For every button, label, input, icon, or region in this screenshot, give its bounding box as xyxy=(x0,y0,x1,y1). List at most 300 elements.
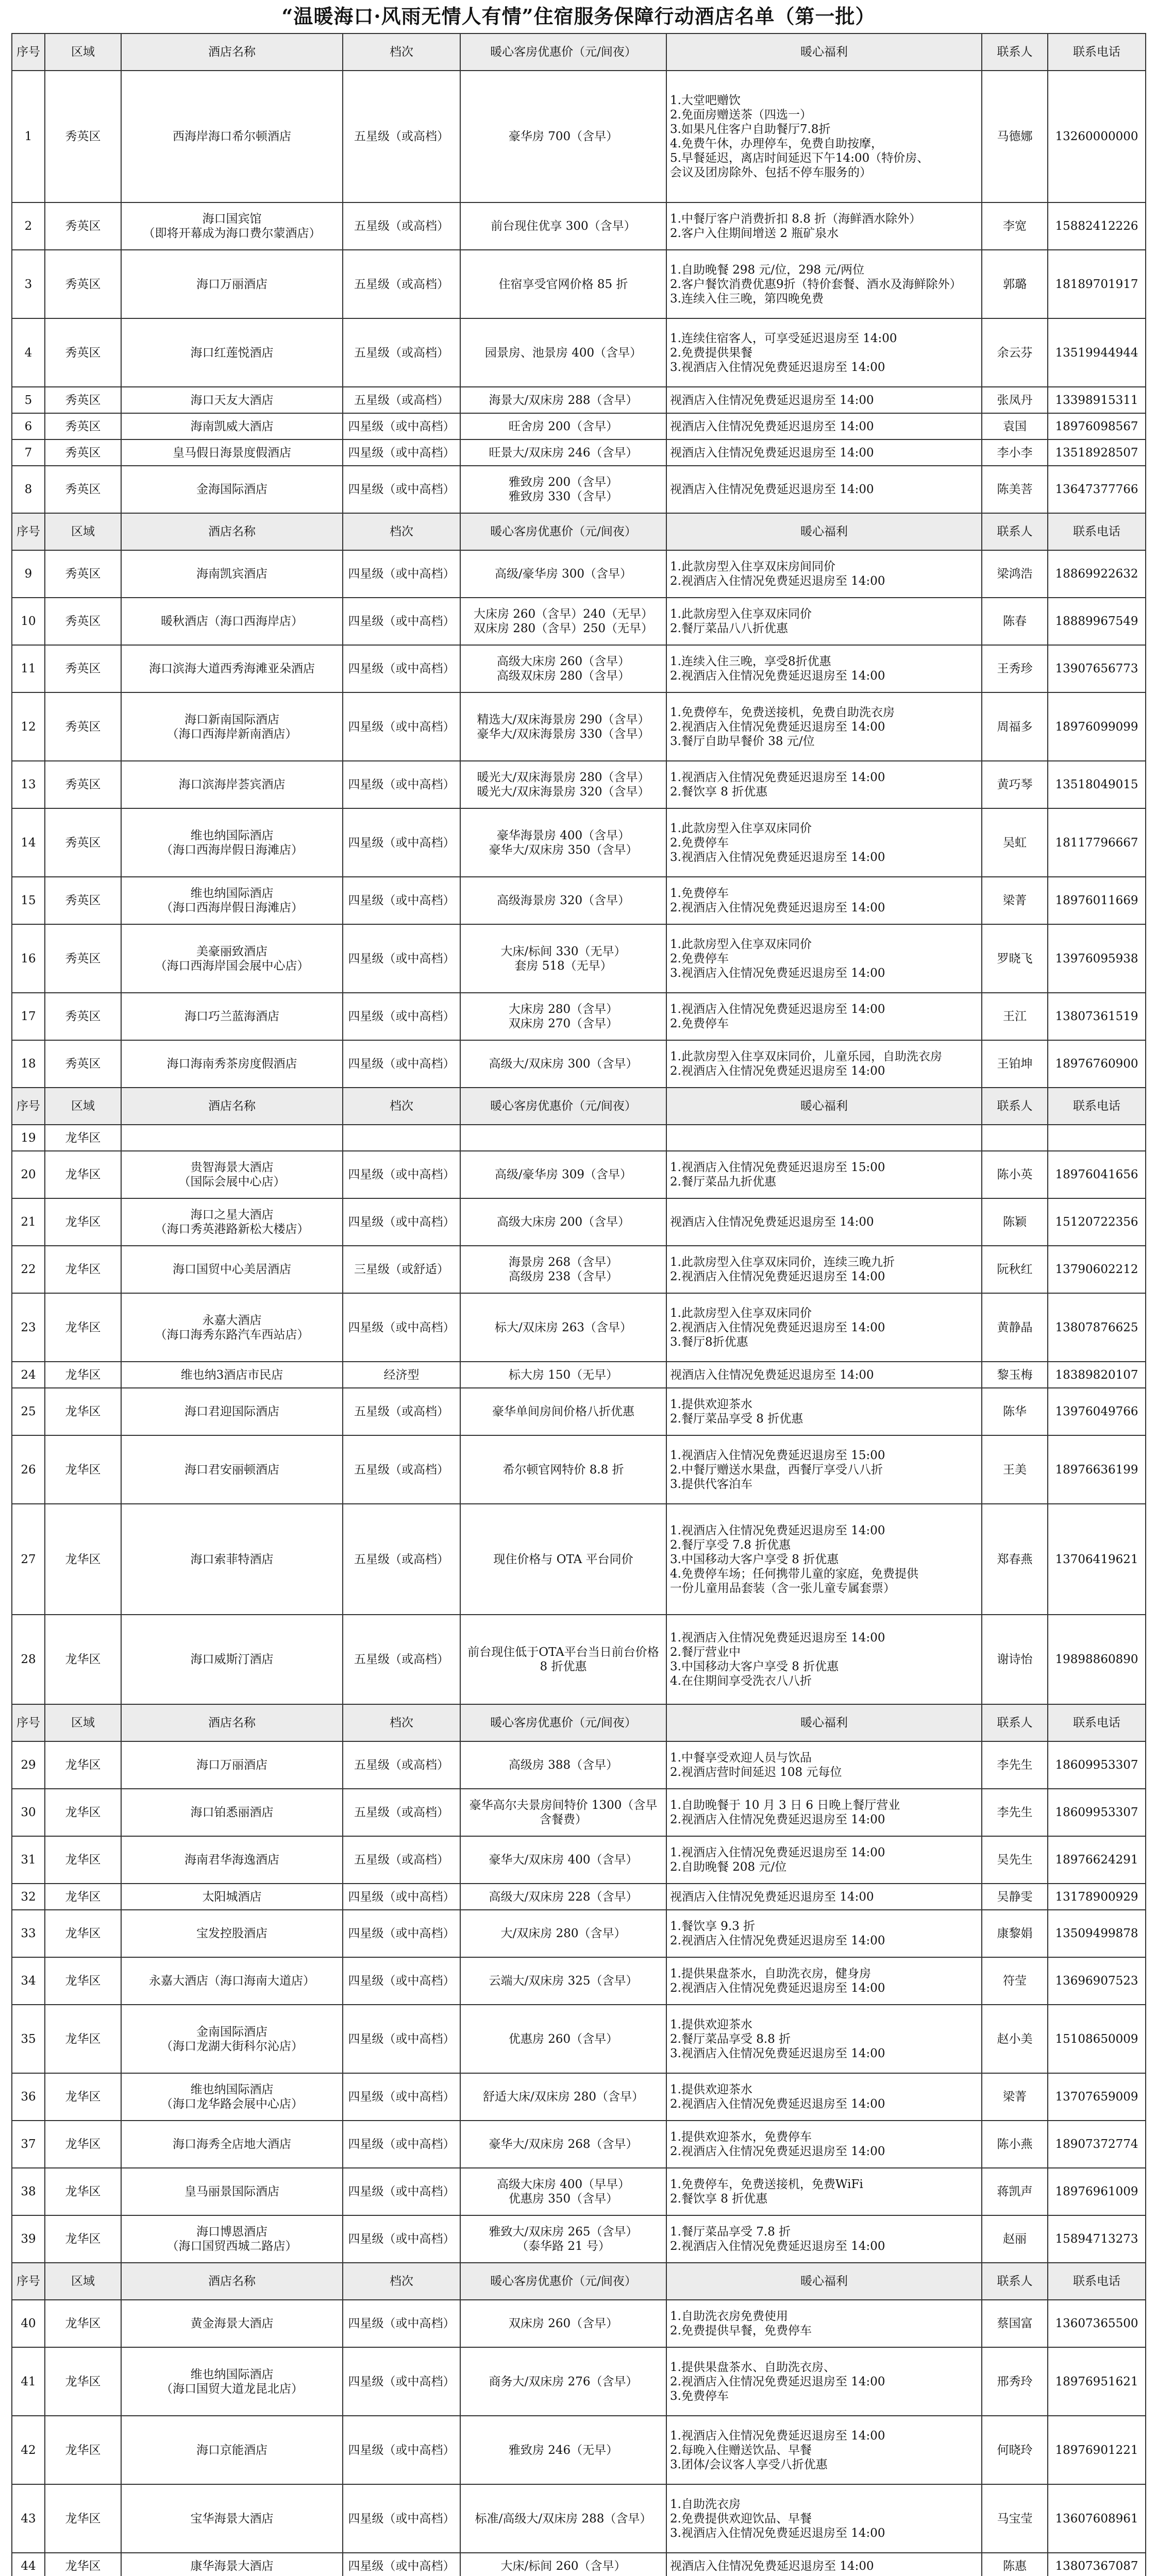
contact-person: 袁国 xyxy=(982,413,1048,439)
contact-phone: 18976760900 xyxy=(1048,1040,1146,1088)
hotel-name: 康华海景大酒店 xyxy=(121,2553,343,2576)
hotel-table xyxy=(11,33,1146,2576)
hotel-grade: 四星级（或中高档） xyxy=(343,993,460,1040)
contact-phone xyxy=(1048,1125,1146,1151)
table-row xyxy=(12,2073,1146,2121)
benefits: 1.视酒店入住情况免费延迟退房至 15:00 2.餐厅菜品九折优惠 xyxy=(666,1151,982,1198)
header-contact-person: 联系人 xyxy=(982,513,1048,550)
hotel-name: 维也纳3酒店市民店 xyxy=(121,1362,343,1388)
table-row xyxy=(12,387,1146,413)
district: 秀英区 xyxy=(45,993,121,1040)
hotel-grade: 三星级（或舒适） xyxy=(343,1246,460,1293)
table-row xyxy=(12,71,1146,202)
district: 龙华区 xyxy=(45,2168,121,2215)
table-row xyxy=(12,1910,1146,1957)
header-contact-person: 联系人 xyxy=(982,2263,1048,2300)
table-header-row xyxy=(12,33,1146,71)
contact-person: 陈春 xyxy=(982,598,1048,645)
hotel-name: 海口海秀全店地大酒店 xyxy=(121,2121,343,2168)
hotel-name: 海口巧兰蓝海酒店 xyxy=(121,993,343,1040)
hotel-grade: 五星级（或高档） xyxy=(343,1388,460,1435)
hotel-table-container xyxy=(11,33,1145,2576)
row-number: 11 xyxy=(12,645,45,692)
row-number: 20 xyxy=(12,1151,45,1198)
hotel-grade: 五星级（或高档） xyxy=(343,318,460,387)
header-benefits: 暖心福利 xyxy=(666,1704,982,1741)
district: 龙华区 xyxy=(45,1884,121,1910)
row-number: 44 xyxy=(12,2553,45,2576)
table-row xyxy=(12,1435,1146,1504)
district: 龙华区 xyxy=(45,1362,121,1388)
table-row xyxy=(12,1388,1146,1435)
row-number: 30 xyxy=(12,1789,45,1836)
contact-phone: 13807361519 xyxy=(1048,993,1146,1040)
district: 龙华区 xyxy=(45,2073,121,2121)
contact-phone: 15882412226 xyxy=(1048,202,1146,250)
contact-phone: 18117796667 xyxy=(1048,808,1146,877)
hotel-name: 暖秋酒店（海口西海岸店） xyxy=(121,598,343,645)
table-row xyxy=(12,2215,1146,2263)
contact-phone: 13696907523 xyxy=(1048,1957,1146,2005)
contact-phone: 13178900929 xyxy=(1048,1884,1146,1910)
row-number: 14 xyxy=(12,808,45,877)
discount-price: 园景房、池景房 400（含早） xyxy=(460,318,666,387)
discount-price: 旺舍房 200（含早） xyxy=(460,413,666,439)
district: 秀英区 xyxy=(45,250,121,318)
table-row xyxy=(12,924,1146,993)
header-row-number: 序号 xyxy=(12,33,45,71)
contact-person: 李宽 xyxy=(982,202,1048,250)
contact-phone: 13607365500 xyxy=(1048,2300,1146,2347)
row-number: 7 xyxy=(12,439,45,466)
district: 秀英区 xyxy=(45,761,121,808)
hotel-name: 海口君安丽顿酒店 xyxy=(121,1435,343,1504)
hotel-grade: 五星级（或高档） xyxy=(343,250,460,318)
contact-phone: 18889967549 xyxy=(1048,598,1146,645)
contact-phone: 13519944944 xyxy=(1048,318,1146,387)
hotel-name: 维也纳国际酒店 （海口龙华路会展中心店） xyxy=(121,2073,343,2121)
table-header-row xyxy=(12,1704,1146,1741)
district: 龙华区 xyxy=(45,1125,121,1151)
header-district: 区域 xyxy=(45,513,121,550)
discount-price: 高级大床房 260（含早） 高级双床房 280（含早） xyxy=(460,645,666,692)
benefits: 视酒店入住情况免费延迟退房至 14:00 xyxy=(666,1362,982,1388)
hotel-name: 海南凯宾酒店 xyxy=(121,550,343,598)
hotel-grade: 五星级（或高档） xyxy=(343,1504,460,1615)
benefits: 1.此款房型入住享双床同价，连续三晚九折 2.视酒店入住情况免费延迟退房至 14:00 xyxy=(666,1246,982,1293)
discount-price: 高级房 388（含早） xyxy=(460,1741,666,1789)
benefits: 视酒店入住情况免费延迟退房至 14:00 xyxy=(666,387,982,413)
contact-phone: 13260000000 xyxy=(1048,71,1146,202)
hotel-grade: 五星级（或高档） xyxy=(343,1435,460,1504)
district: 秀英区 xyxy=(45,71,121,202)
benefits: 视酒店入住情况免费延迟退房至 14:00 xyxy=(666,413,982,439)
discount-price: 前台现住优享 300（含早） xyxy=(460,202,666,250)
table-row xyxy=(12,1957,1146,2005)
header-district: 区域 xyxy=(45,2263,121,2300)
contact-phone: 13518049015 xyxy=(1048,761,1146,808)
benefits: 1.提供欢迎茶水，免费停车 2.视酒店入住情况免费延迟退房至 14:00 xyxy=(666,2121,982,2168)
contact-phone: 18976099099 xyxy=(1048,692,1146,761)
row-number: 16 xyxy=(12,924,45,993)
header-hotel-grade: 档次 xyxy=(343,513,460,550)
contact-person: 蔡国富 xyxy=(982,2300,1048,2347)
hotel-name: 海口海南秀茶房度假酒店 xyxy=(121,1040,343,1088)
contact-phone: 15120722356 xyxy=(1048,1198,1146,1246)
header-contact-person: 联系人 xyxy=(982,1704,1048,1741)
hotel-grade: 五星级（或高档） xyxy=(343,1615,460,1704)
district: 龙华区 xyxy=(45,2484,121,2553)
contact-person: 郑春燕 xyxy=(982,1504,1048,1615)
header-district: 区域 xyxy=(45,1704,121,1741)
header-benefits: 暖心福利 xyxy=(666,513,982,550)
row-number: 10 xyxy=(12,598,45,645)
header-hotel-name: 酒店名称 xyxy=(121,1088,343,1125)
hotel-name: 海口滨海大道西秀海滩亚朵酒店 xyxy=(121,645,343,692)
header-hotel-name: 酒店名称 xyxy=(121,33,343,71)
hotel-name: 海口博恩酒店 （海口国贸西城二路店） xyxy=(121,2215,343,2263)
contact-person: 邢秀玲 xyxy=(982,2347,1048,2416)
header-hotel-grade: 档次 xyxy=(343,2263,460,2300)
contact-phone: 13398915311 xyxy=(1048,387,1146,413)
hotel-grade: 四星级（或中高档） xyxy=(343,924,460,993)
benefits: 1.自助洗衣房 2.免费提供欢迎饮品、早餐 3.视酒店入住情况免费延迟退房至 14:00 xyxy=(666,2484,982,2553)
benefits: 1.此款房型入住享双床同价 2.视酒店入住情况免费延迟退房至 14:00 3.餐厅8折优惠 xyxy=(666,1293,982,1362)
hotel-grade: 四星级（或中高档） xyxy=(343,2215,460,2263)
hotel-grade: 四星级（或中高档） xyxy=(343,439,460,466)
contact-person: 王铂坤 xyxy=(982,1040,1048,1088)
hotel-grade: 四星级（或中高档） xyxy=(343,1910,460,1957)
contact-person: 吴虹 xyxy=(982,808,1048,877)
discount-price: 旺景大/双床房 246（含早） xyxy=(460,439,666,466)
row-number: 43 xyxy=(12,2484,45,2553)
contact-person: 吴先生 xyxy=(982,1836,1048,1884)
hotel-name: 海口国贸中心美居酒店 xyxy=(121,1246,343,1293)
hotel-grade: 四星级（或中高档） xyxy=(343,2347,460,2416)
contact-phone: 13509499878 xyxy=(1048,1910,1146,1957)
contact-person: 王秀珍 xyxy=(982,645,1048,692)
row-number: 38 xyxy=(12,2168,45,2215)
discount-price: 标大房 150（无早） xyxy=(460,1362,666,1388)
row-number: 18 xyxy=(12,1040,45,1088)
header-benefits: 暖心福利 xyxy=(666,33,982,71)
district: 龙华区 xyxy=(45,1789,121,1836)
discount-price: 豪华单间房间价格八折优惠 xyxy=(460,1388,666,1435)
table-row xyxy=(12,1884,1146,1910)
discount-price: 标准/高级大/双床房 288（含早） xyxy=(460,2484,666,2553)
table-row xyxy=(12,598,1146,645)
header-row-number: 序号 xyxy=(12,513,45,550)
discount-price: 大/双床房 280（含早） xyxy=(460,1910,666,1957)
benefits: 视酒店入住情况免费延迟退房至 14:00 xyxy=(666,1884,982,1910)
benefits: 1.中餐厅客户消费折扣 8.8 折（海鲜酒水除外） 2.客户入住期间增送 2 瓶矿泉水 xyxy=(666,202,982,250)
hotel-name: 海南君华海逸酒店 xyxy=(121,1836,343,1884)
contact-person: 郭璐 xyxy=(982,250,1048,318)
table-row xyxy=(12,1741,1146,1789)
contact-person: 李先生 xyxy=(982,1789,1048,1836)
contact-phone: 13907656773 xyxy=(1048,645,1146,692)
contact-phone: 18976624291 xyxy=(1048,1836,1146,1884)
table-row xyxy=(12,1151,1146,1198)
district: 秀英区 xyxy=(45,413,121,439)
table-row xyxy=(12,2347,1146,2416)
benefits: 1.自助晚餐 298 元/位，298 元/两位 2.客户餐饮消费优惠9折（特价套餐、酒水及海鲜除外） 3.连续入住三晚，第四晚免费 xyxy=(666,250,982,318)
header-row-number: 序号 xyxy=(12,1088,45,1125)
hotel-name: 海口索菲特酒店 xyxy=(121,1504,343,1615)
contact-phone: 13607608961 xyxy=(1048,2484,1146,2553)
benefits: 视酒店入住情况免费延迟退房至 14:00 xyxy=(666,1198,982,1246)
contact-phone: 15894713273 xyxy=(1048,2215,1146,2263)
contact-phone: 18389820107 xyxy=(1048,1362,1146,1388)
benefits: 视酒店入住情况免费延迟退房至 14:00 xyxy=(666,2553,982,2576)
discount-price: 暖光大/双床海景房 280（含早） 暖光大/双床海景房 320（含早） xyxy=(460,761,666,808)
header-discount-price: 暖心客房优惠价（元/间夜） xyxy=(460,1088,666,1125)
hotel-name: 贵智海景大酒店 （国际会展中心店） xyxy=(121,1151,343,1198)
hotel-name: 海口新南国际酒店 （海口西海岸新南酒店） xyxy=(121,692,343,761)
contact-phone: 13807367087 xyxy=(1048,2553,1146,2576)
benefits: 1.提供果盘茶水、自助洗衣房、 2.视酒店入住情况免费延迟退房至 14:00 3.免费停车 xyxy=(666,2347,982,2416)
contact-phone: 18976901221 xyxy=(1048,2416,1146,2484)
hotel-grade: 四星级（或中高档） xyxy=(343,877,460,924)
table-header-row xyxy=(12,513,1146,550)
discount-price: 高级海景房 320（含早） xyxy=(460,877,666,924)
discount-price: 雅致房 246（无早） xyxy=(460,2416,666,2484)
discount-price: 高级大床房 400（早早） 优惠房 350（含早） xyxy=(460,2168,666,2215)
benefits: 1.免费停车 2.视酒店入住情况免费延迟退房至 14:00 xyxy=(666,877,982,924)
benefits: 1.自助洗衣房免费使用 2.免费提供早餐，免费停车 xyxy=(666,2300,982,2347)
hotel-grade: 四星级（或中高档） xyxy=(343,2168,460,2215)
contact-person: 李小李 xyxy=(982,439,1048,466)
header-discount-price: 暖心客房优惠价（元/间夜） xyxy=(460,33,666,71)
hotel-name: 宝华海景大酒店 xyxy=(121,2484,343,2553)
hotel-grade: 四星级（或中高档） xyxy=(343,1151,460,1198)
hotel-grade: 五星级（或高档） xyxy=(343,1789,460,1836)
benefits: 1.中餐享受欢迎人员与饮品 2.视酒店营时间延迟 108 元每位 xyxy=(666,1741,982,1789)
contact-phone: 13976049766 xyxy=(1048,1388,1146,1435)
benefits: 1.视酒店入住情况免费延迟退房至 14:00 2.自助晚餐 208 元/位 xyxy=(666,1836,982,1884)
table-row xyxy=(12,1246,1146,1293)
district: 秀英区 xyxy=(45,877,121,924)
table-row xyxy=(12,2416,1146,2484)
hotel-name: 海口之星大酒店 （海口秀英港路新松大楼店） xyxy=(121,1198,343,1246)
hotel-name: 维也纳国际酒店 （海口西海岸假日海滩店） xyxy=(121,877,343,924)
benefits: 1.此款房型入住享双床同价 2.餐厅菜品八八折优惠 xyxy=(666,598,982,645)
table-row xyxy=(12,761,1146,808)
row-number: 19 xyxy=(12,1125,45,1151)
row-number: 9 xyxy=(12,550,45,598)
hotel-name: 永嘉大酒店 （海口海秀东路汽车西站店） xyxy=(121,1293,343,1362)
contact-phone: 19898860890 xyxy=(1048,1615,1146,1704)
contact-person: 马宝莹 xyxy=(982,2484,1048,2553)
benefits: 1.自助晚餐于 10 月 3 日 6 日晚上餐厅营业 2.视酒店入住情况免费延迟退房至 14:00 xyxy=(666,1789,982,1836)
header-hotel-name: 酒店名称 xyxy=(121,1704,343,1741)
contact-person: 阮秋红 xyxy=(982,1246,1048,1293)
benefits: 视酒店入住情况免费延迟退房至 14:00 xyxy=(666,439,982,466)
row-number: 37 xyxy=(12,2121,45,2168)
hotel-grade: 四星级（或中高档） xyxy=(343,692,460,761)
contact-person: 梁菁 xyxy=(982,877,1048,924)
contact-person: 谢诗怡 xyxy=(982,1615,1048,1704)
header-discount-price: 暖心客房优惠价（元/间夜） xyxy=(460,1704,666,1741)
discount-price: 标大/双床房 263（含早） xyxy=(460,1293,666,1362)
contact-phone: 13790602212 xyxy=(1048,1246,1146,1293)
benefits: 1.此款房型入住享双床房间同价 2.视酒店入住情况免费延迟退房至 14:00 xyxy=(666,550,982,598)
contact-person: 罗晓飞 xyxy=(982,924,1048,993)
contact-phone: 18976951621 xyxy=(1048,2347,1146,2416)
row-number: 34 xyxy=(12,1957,45,2005)
hotel-name: 海口国宾馆 （即将开幕成为海口费尔蒙酒店） xyxy=(121,202,343,250)
district: 龙华区 xyxy=(45,1957,121,2005)
table-row xyxy=(12,808,1146,877)
row-number: 29 xyxy=(12,1741,45,1789)
contact-person: 蒋凯声 xyxy=(982,2168,1048,2215)
table-row xyxy=(12,2005,1146,2073)
table-row xyxy=(12,2300,1146,2347)
hotel-name xyxy=(121,1125,343,1151)
hotel-name: 海口天友大酒店 xyxy=(121,387,343,413)
benefits: 1.此款房型入住享双床同价 2.免费停车 3.视酒店入住情况免费延迟退房至 14:00 xyxy=(666,808,982,877)
contact-phone: 13706419621 xyxy=(1048,1504,1146,1615)
header-row-number: 序号 xyxy=(12,2263,45,2300)
hotel-name: 海口威斯汀酒店 xyxy=(121,1615,343,1704)
district: 龙华区 xyxy=(45,2300,121,2347)
row-number: 1 xyxy=(12,71,45,202)
discount-price: 高级/豪华房 300（含早） xyxy=(460,550,666,598)
contact-phone: 15108650009 xyxy=(1048,2005,1146,2073)
contact-phone: 18609953307 xyxy=(1048,1789,1146,1836)
hotel-name: 皇马假日海景度假酒店 xyxy=(121,439,343,466)
hotel-name: 宝发控股酒店 xyxy=(121,1910,343,1957)
table-row xyxy=(12,877,1146,924)
benefits: 1.此款房型入住享双床同价 2.免费停车 3.视酒店入住情况免费延迟退房至 14:00 xyxy=(666,924,982,993)
district: 秀英区 xyxy=(45,1040,121,1088)
benefits: 1.视酒店入住情况免费延迟退房至 15:00 2.中餐厅赠送水果盘，西餐厅享受八八折 3.提供代客泊车 xyxy=(666,1435,982,1504)
discount-price: 大床房 260（含早）240（无早） 双床房 280（含早）250（无早） xyxy=(460,598,666,645)
row-number: 3 xyxy=(12,250,45,318)
contact-person: 周福多 xyxy=(982,692,1048,761)
table-header-row xyxy=(12,1088,1146,1125)
hotel-name: 金海国际酒店 xyxy=(121,466,343,513)
row-number: 28 xyxy=(12,1615,45,1704)
table-row xyxy=(12,1789,1146,1836)
hotel-grade: 四星级（或中高档） xyxy=(343,2416,460,2484)
table-row xyxy=(12,250,1146,318)
contact-person xyxy=(982,1125,1048,1151)
contact-person: 黎玉梅 xyxy=(982,1362,1048,1388)
contact-person: 王美 xyxy=(982,1435,1048,1504)
district: 龙华区 xyxy=(45,1293,121,1362)
row-number: 32 xyxy=(12,1884,45,1910)
header-discount-price: 暖心客房优惠价（元/间夜） xyxy=(460,513,666,550)
table-row xyxy=(12,1615,1146,1704)
contact-phone: 18907372774 xyxy=(1048,2121,1146,2168)
hotel-grade: 四星级（或中高档） xyxy=(343,2484,460,2553)
row-number: 6 xyxy=(12,413,45,439)
district: 秀英区 xyxy=(45,550,121,598)
contact-person: 陈小燕 xyxy=(982,2121,1048,2168)
hotel-name: 海口滨海岸荟宾酒店 xyxy=(121,761,343,808)
table-row xyxy=(12,1040,1146,1088)
hotel-name: 美豪丽致酒店 （海口西海岸国会展中心店） xyxy=(121,924,343,993)
row-number: 17 xyxy=(12,993,45,1040)
hotel-table-body xyxy=(12,33,1146,2576)
row-number: 31 xyxy=(12,1836,45,1884)
discount-price: 海景房 268（含早） 高级房 238（含早） xyxy=(460,1246,666,1293)
table-row xyxy=(12,439,1146,466)
header-district: 区域 xyxy=(45,1088,121,1125)
row-number: 2 xyxy=(12,202,45,250)
discount-price: 豪华房 700（含早） xyxy=(460,71,666,202)
hotel-name: 海南凯威大酒店 xyxy=(121,413,343,439)
header-contact-phone: 联系电话 xyxy=(1048,2263,1146,2300)
hotel-grade: 四星级（或中高档） xyxy=(343,550,460,598)
table-row xyxy=(12,2168,1146,2215)
contact-person: 李先生 xyxy=(982,1741,1048,1789)
hotel-grade: 五星级（或高档） xyxy=(343,71,460,202)
row-number: 15 xyxy=(12,877,45,924)
hotel-name: 西海岸海口希尔顿酒店 xyxy=(121,71,343,202)
district: 秀英区 xyxy=(45,439,121,466)
row-number: 13 xyxy=(12,761,45,808)
contact-phone: 18189701917 xyxy=(1048,250,1146,318)
hotel-name: 海口君迎国际酒店 xyxy=(121,1388,343,1435)
header-hotel-grade: 档次 xyxy=(343,1704,460,1741)
hotel-name: 黄金海景大酒店 xyxy=(121,2300,343,2347)
district: 秀英区 xyxy=(45,808,121,877)
discount-price: 海景大/双床房 288（含早） xyxy=(460,387,666,413)
contact-phone: 18976041656 xyxy=(1048,1151,1146,1198)
row-number: 12 xyxy=(12,692,45,761)
table-row xyxy=(12,550,1146,598)
contact-person: 王江 xyxy=(982,993,1048,1040)
header-contact-phone: 联系电话 xyxy=(1048,513,1146,550)
discount-price: 大床房 280（含早） 双床房 270（含早） xyxy=(460,993,666,1040)
discount-price: 双床房 260（含早） xyxy=(460,2300,666,2347)
benefits: 1.餐饮享 9.3 折 2.视酒店入住情况免费延迟退房至 14:00 xyxy=(666,1910,982,1957)
header-contact-person: 联系人 xyxy=(982,33,1048,71)
hotel-name: 海口万丽酒店 xyxy=(121,250,343,318)
row-number: 41 xyxy=(12,2347,45,2416)
table-row xyxy=(12,692,1146,761)
header-contact-phone: 联系电话 xyxy=(1048,1704,1146,1741)
contact-person: 梁菁 xyxy=(982,2073,1048,2121)
contact-phone: 13647377766 xyxy=(1048,466,1146,513)
contact-phone: 13807876625 xyxy=(1048,1293,1146,1362)
contact-person: 何晓玲 xyxy=(982,2416,1048,2484)
hotel-grade: 五星级（或高档） xyxy=(343,1836,460,1884)
contact-phone: 18869922632 xyxy=(1048,550,1146,598)
benefits: 1.视酒店入住情况免费延迟退房至 14:00 2.免费停车 xyxy=(666,993,982,1040)
district: 秀英区 xyxy=(45,318,121,387)
hotel-grade: 四星级（或中高档） xyxy=(343,761,460,808)
hotel-grade: 四星级（或中高档） xyxy=(343,1884,460,1910)
contact-person: 马德娜 xyxy=(982,71,1048,202)
discount-price: 现住价格与 OTA 平台同价 xyxy=(460,1504,666,1615)
header-district: 区域 xyxy=(45,33,121,71)
benefits: 1.大堂吧赠饮 2.免面房赠送茶（四选一） 3.如果凡住客户自助餐厅7.8折 4.免费午休，办理停车，免费自助按摩， 5.早餐延迟，离店时间延迟下午14:00（特价房、 会议及团房除外、包括不停车服务的） xyxy=(666,71,982,202)
discount-price: 希尔顿官网特价 8.8 折 xyxy=(460,1435,666,1504)
district: 龙华区 xyxy=(45,1741,121,1789)
benefits: 1.提供果盘茶水，自助洗衣房，健身房 2.视酒店入住情况免费延迟退房至 14:00 xyxy=(666,1957,982,2005)
discount-price: 精选大/双床海景房 290（含早） 豪华大/双床海景房 330（含早） xyxy=(460,692,666,761)
benefits: 1.视酒店入住情况免费延迟退房至 14:00 2.每晚入住赠送饮品、早餐 3.团体/会议客人享受八折优惠 xyxy=(666,2416,982,2484)
discount-price: 大床/标间 260（含早） xyxy=(460,2553,666,2576)
hotel-name: 海口铂悉丽酒店 xyxy=(121,1789,343,1836)
row-number: 5 xyxy=(12,387,45,413)
row-number: 8 xyxy=(12,466,45,513)
hotel-grade: 四星级（或中高档） xyxy=(343,466,460,513)
district: 龙华区 xyxy=(45,2005,121,2073)
